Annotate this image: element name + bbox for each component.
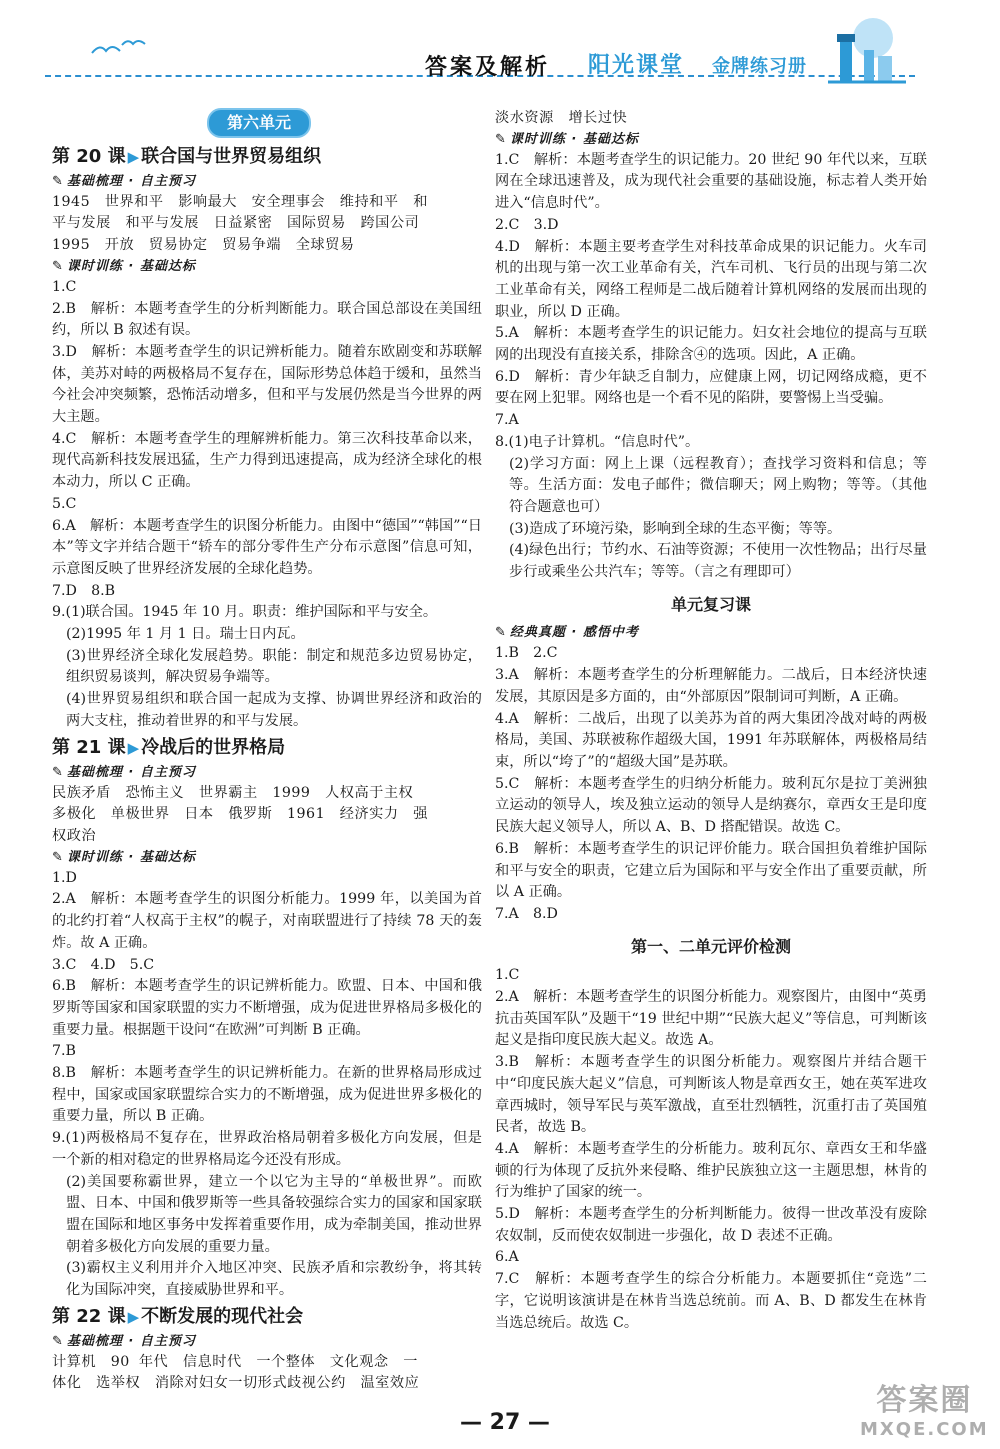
lesson-number: 第 22 课 [52,1305,126,1327]
right-column [495,108,927,1334]
section-heading [495,130,927,150]
lesson-number: 第 21 课 [52,736,126,758]
lesson-20-heading [52,144,482,170]
answer-item: 6.A [495,1249,519,1266]
answer-item: 4.A 解析：二战后，出现了以美苏为首的两大集团冷战对峙的两极格局，美国、苏联被称作超级大国，1991 年苏联解体，两极格局结束，所以“垮了”的“超级大国”是苏联。 [495,710,927,770]
birds-icon [90,35,150,65]
lesson-title: 冷战后的世界格局 [141,736,286,758]
pencil-icon: ✎ [52,258,64,274]
keyword-line: 计算机 90 年代 信息时代 一个整体 文化观念 一 [52,1353,418,1370]
section-heading [52,1332,482,1352]
keyword-line: 体化 选举权 消除对妇女一切形式歧视公约 温室效应 [52,1375,420,1392]
answer-subitem: (3)世界经济全球化发展趋势。职能：制定和规范多边贸易协定，组织贸易谈判，解决贸易争端等。 [66,647,482,686]
left-column [52,108,482,1395]
section-heading [52,763,482,783]
section-heading [52,172,482,192]
pencil-icon: ✎ [52,849,64,865]
lesson-title: 不断发展的现代社会 [141,1305,304,1327]
evaluation-title: 第一、二单元评价检测 [630,936,791,956]
answer-item: 3.B 解析：本题考查学生的识图分析能力。观察图片并结合题干中“印度民族大起义”信息，可判断该人物是章西女王，她在英军进攻章西城时，领导军民与英军激战，直至壮烈牺牲，沉重打击了英国殖民者，故选 B。 [495,1054,927,1136]
answer-item: 9.(1)联合国。1945 年 10 月。职责：维护国际和平与安全。 [52,604,438,621]
keyword-line: 1945 世界和平 影响最大 安全理事会 维持和平 和 [52,193,428,210]
section-heading [52,848,482,868]
section-label: 课时训练 · 基础达标 [66,258,196,274]
answer-item: 1.B 2.C [495,645,558,662]
answer-item: 3.D 解析：本题考查学生的识记辨析能力。随着东欧剧变和苏联解体，美苏对峙的两极格局不复存在，国际形势总体趋于缓和，虽然当今社会冲突频繁，恐怖活动增多，但和平与发展仍然是当今世界的两大主题。 [52,343,482,426]
answer-item: 5.D 解析：本题考查学生的分析判断能力。彼得一世改革没有废除农奴制，反而使农奴制进一步强化，故 D 表述不正确。 [495,1206,927,1244]
answer-item: 4.C 解析：本题考查学生的理解辨析能力。第三次科技革命以来，现代高新科技发展迅猛，生产力得到迅速提高，成为经济全球化的根本动力，所以 C 正确。 [52,430,482,491]
section-label: 基础梳理 · 自主预习 [66,764,196,780]
answer-item: 2.C 3.D [495,216,559,233]
section-label: 基础梳理 · 自主预习 [66,1333,196,1349]
keyword-line: 淡水资源 增长过快 [495,110,628,126]
answer-item: 4.A 解析：本题考查学生的分析能力。玻利瓦尔、章西女王和华盛顿的行为体现了反抗外来侵略、维护民族独立这一主题思想，林肯的行为维护了国家的统一。 [495,1140,927,1201]
answer-item: 7.A [495,412,519,429]
section-heading [495,623,927,643]
pencil-icon: ✎ [52,1333,64,1349]
answer-item: 6.D 解析：青少年缺乏自制力，应健康上网，切记网络成瘾，更不要在网上犯罪。网络也是一个看不见的陷阱，要警惕上当受骗。 [495,368,927,407]
answer-item: 3.A 解析：本题考查学生的分析理解能力。二战后，日本经济快速发展，其原因是多方面的，由“外部原因”限制词可判断，A 正确。 [495,667,927,705]
answer-item: 3.C 4.D 5.C [52,956,155,973]
answer-subitem: (2)美国要称霸世界，建立一个以它为主导的“单极世界”。而欧盟、日本、中国和俄罗斯等一些具备较强综合实力的国家和国家联盟在国际和地区事务中发挥着重要作用，成为牵制美国，推动世界朝着多极化方向发展的重要力量。 [66,1173,482,1255]
answer-item: 7.B [52,1043,76,1060]
watermark-url: MXQE.COM [860,1419,989,1440]
answer-item: 5.C [52,495,77,512]
answer-item: 2.A 解析：本题考查学生的识图分析能力。观察图片，由图中“英勇抗击英国军队”及题干“19 世纪中期”“民族大起义”等信息，可判断该起义是指印度民族大起义。故选 A。 [495,989,927,1049]
section-label: 课时训练 · 基础达标 [509,131,639,147]
answer-item: 1.C [495,967,520,984]
arrow-icon: ▶ [127,738,140,757]
lighthouse-icon [818,10,908,90]
page-number: — 27 — [460,1410,550,1435]
unit-badge: 第六单元 [207,108,311,138]
keyword-line: 多极化 单极世界 日本 俄罗斯 1961 经济实力 强 [52,806,428,823]
pencil-icon: ✎ [495,625,507,641]
lesson-21-heading [52,735,482,761]
answer-subitem: (3)造成了环境污染，影响到全球的生态平衡；等等。 [509,520,842,537]
keyword-line: 1995 开放 贸易协定 贸易争端 全球贸易 [52,237,355,254]
answer-subitem: (3)霸权主义利用并介入地区冲突、民族矛盾和宗教纷争，将其转化为国际冲突，直接威胁世界和平。 [66,1260,482,1299]
answer-item: 1.C 解析：本题考查学生的识记能力。20 世纪 90 年代以来，互联网在全球迅速普及，成为现代社会重要的基础设施，标志着人类开始进入“信息时代”。 [495,151,927,212]
section-label: 经典真题 · 感悟中考 [509,625,639,641]
arrow-icon: ▶ [127,1307,140,1326]
header-title: 答案及解析 [425,55,551,80]
page-header [0,0,1000,100]
answer-item: 1.D [52,869,77,886]
header-subbrand: 金牌练习册 [712,56,807,77]
answer-item: 7.D 8.B [52,582,116,599]
answer-item: 6.A 解析：本题考查学生的识图分析能力。由图中“德国”“韩国”“日本”等文字并结合题干“轿车的部分零件生产分布示意图”信息可知，示意图反映了世界经济发展的全球化趋势。 [52,517,482,577]
section-label: 课时训练 · 基础达标 [66,849,196,865]
answer-item: 1.C [52,278,77,295]
keyword-line: 平与发展 和平与发展 日益紧密 国际贸易 跨国公司 [52,215,420,232]
answer-item: 8.B 解析：本题考查学生的识记辨析能力。在新的世界格局形成过程中，国家或国家联盟综合实力的不断增强，成为促进世界多极化的重要力量，所以 B 正确。 [52,1065,482,1125]
answer-item: 9.(1)两极格局不复存在，世界政治格局朝着多极化方向发展，但是一个新的相对稳定的世界格局迄今还没有形成。 [52,1130,482,1168]
answer-item: 5.C 解析：本题考查学生的归纳分析能力。玻利瓦尔是拉丁美洲独立运动的领导人，埃及独立运动的领导人是纳赛尔，章西女王是印度民族大起义领导人，所以 A、B、D 搭配错误。故选 C。 [495,775,927,836]
section-label: 基础梳理 · 自主预习 [66,173,196,189]
pencil-icon: ✎ [52,764,64,780]
answer-item: 7.C 解析：本题考查学生的综合分析能力。本题要抓住“竞选”二字，它说明该演讲是在林肯当选总统前。而 A、B、D 都发生在林肯当选总统后。故选 C。 [495,1271,927,1331]
answer-item: 7.A 8.D [495,905,558,922]
watermark-text: 答案圈 [876,1383,973,1418]
header-brand: 阳光课堂 [588,53,685,78]
pencil-icon: ✎ [495,131,507,147]
answer-item: 5.A 解析：本题考查学生的识记能力。妇女社会地位的提高与互联网的出现没有直接关系，排除含④的选项。因此，A 正确。 [495,325,927,364]
watermark-logo [860,1375,989,1440]
keyword-line: 权政治 [52,827,97,844]
pencil-icon: ✎ [52,173,64,189]
answer-subitem: (2)1995 年 1 月 1 日。瑞士日内瓦。 [66,626,305,643]
answer-item: 2.B 解析：本题考查学生的分析判断能力。联合国总部设在美国纽约，所以 B 叙述有误。 [52,300,482,339]
review-title: 单元复习课 [670,594,751,614]
keyword-line: 民族矛盾 恐怖主义 世界霸主 1999 人权高于主权 [52,784,414,801]
arrow-icon: ▶ [127,147,140,166]
answer-item: 6.B 解析：本题考查学生的识记评价能力。联合国担负着维护国际和平与安全的职责，它建立后为国际和平与安全作出了重要贡献，所以 A 正确。 [495,840,927,901]
lesson-number: 第 20 课 [52,145,126,167]
answer-subitem: (2)学习方面：网上上课（远程教育）；查找学习资料和信息；等等。生活方面：发电子邮件；微信聊天；网上购物；等等。（其他符合题意也可） [509,455,927,515]
section-heading [52,257,482,277]
lesson-22-heading [52,1304,482,1330]
answer-item: 8.(1)电子计算机。“信息时代”。 [495,433,700,450]
answer-item: 6.B 解析：本题考查学生的识记辨析能力。欧盟、日本、中国和俄罗斯等国家和国家联盟的实力不断增强，成为促进世界格局多极化的重要力量。根据题干设问“在欧洲”可判断 B 正确。 [52,978,482,1038]
answer-item: 2.A 解析：本题考查学生的识图分析能力。1999 年，以美国为首的北约打着“人权高于主权”的幌子，对南联盟进行了持续 78 天的轰炸。故 A 正确。 [52,891,482,951]
answer-subitem: (4)绿色出行；节约水、石油等资源；不使用一次性物品；出行尽量步行或乘坐公共汽车；等等。（言之有理即可） [509,542,927,581]
lesson-title: 联合国与世界贸易组织 [141,145,322,167]
answer-item: 4.D 解析：本题主要考查学生对科技革命成果的识记能力。火车司机的出现与第一次工业革命有关，汽车司机、飞行员的出现与第二次工业革命有关，网络工程师是二战后随着计算机网络的发展而出现的职业，所以 D 正确。 [495,238,927,320]
answer-subitem: (4)世界贸易组织和联合国一起成为支撑、协调世界经济和政治的两大支柱，推动着世界的和平与发展。 [66,691,482,729]
